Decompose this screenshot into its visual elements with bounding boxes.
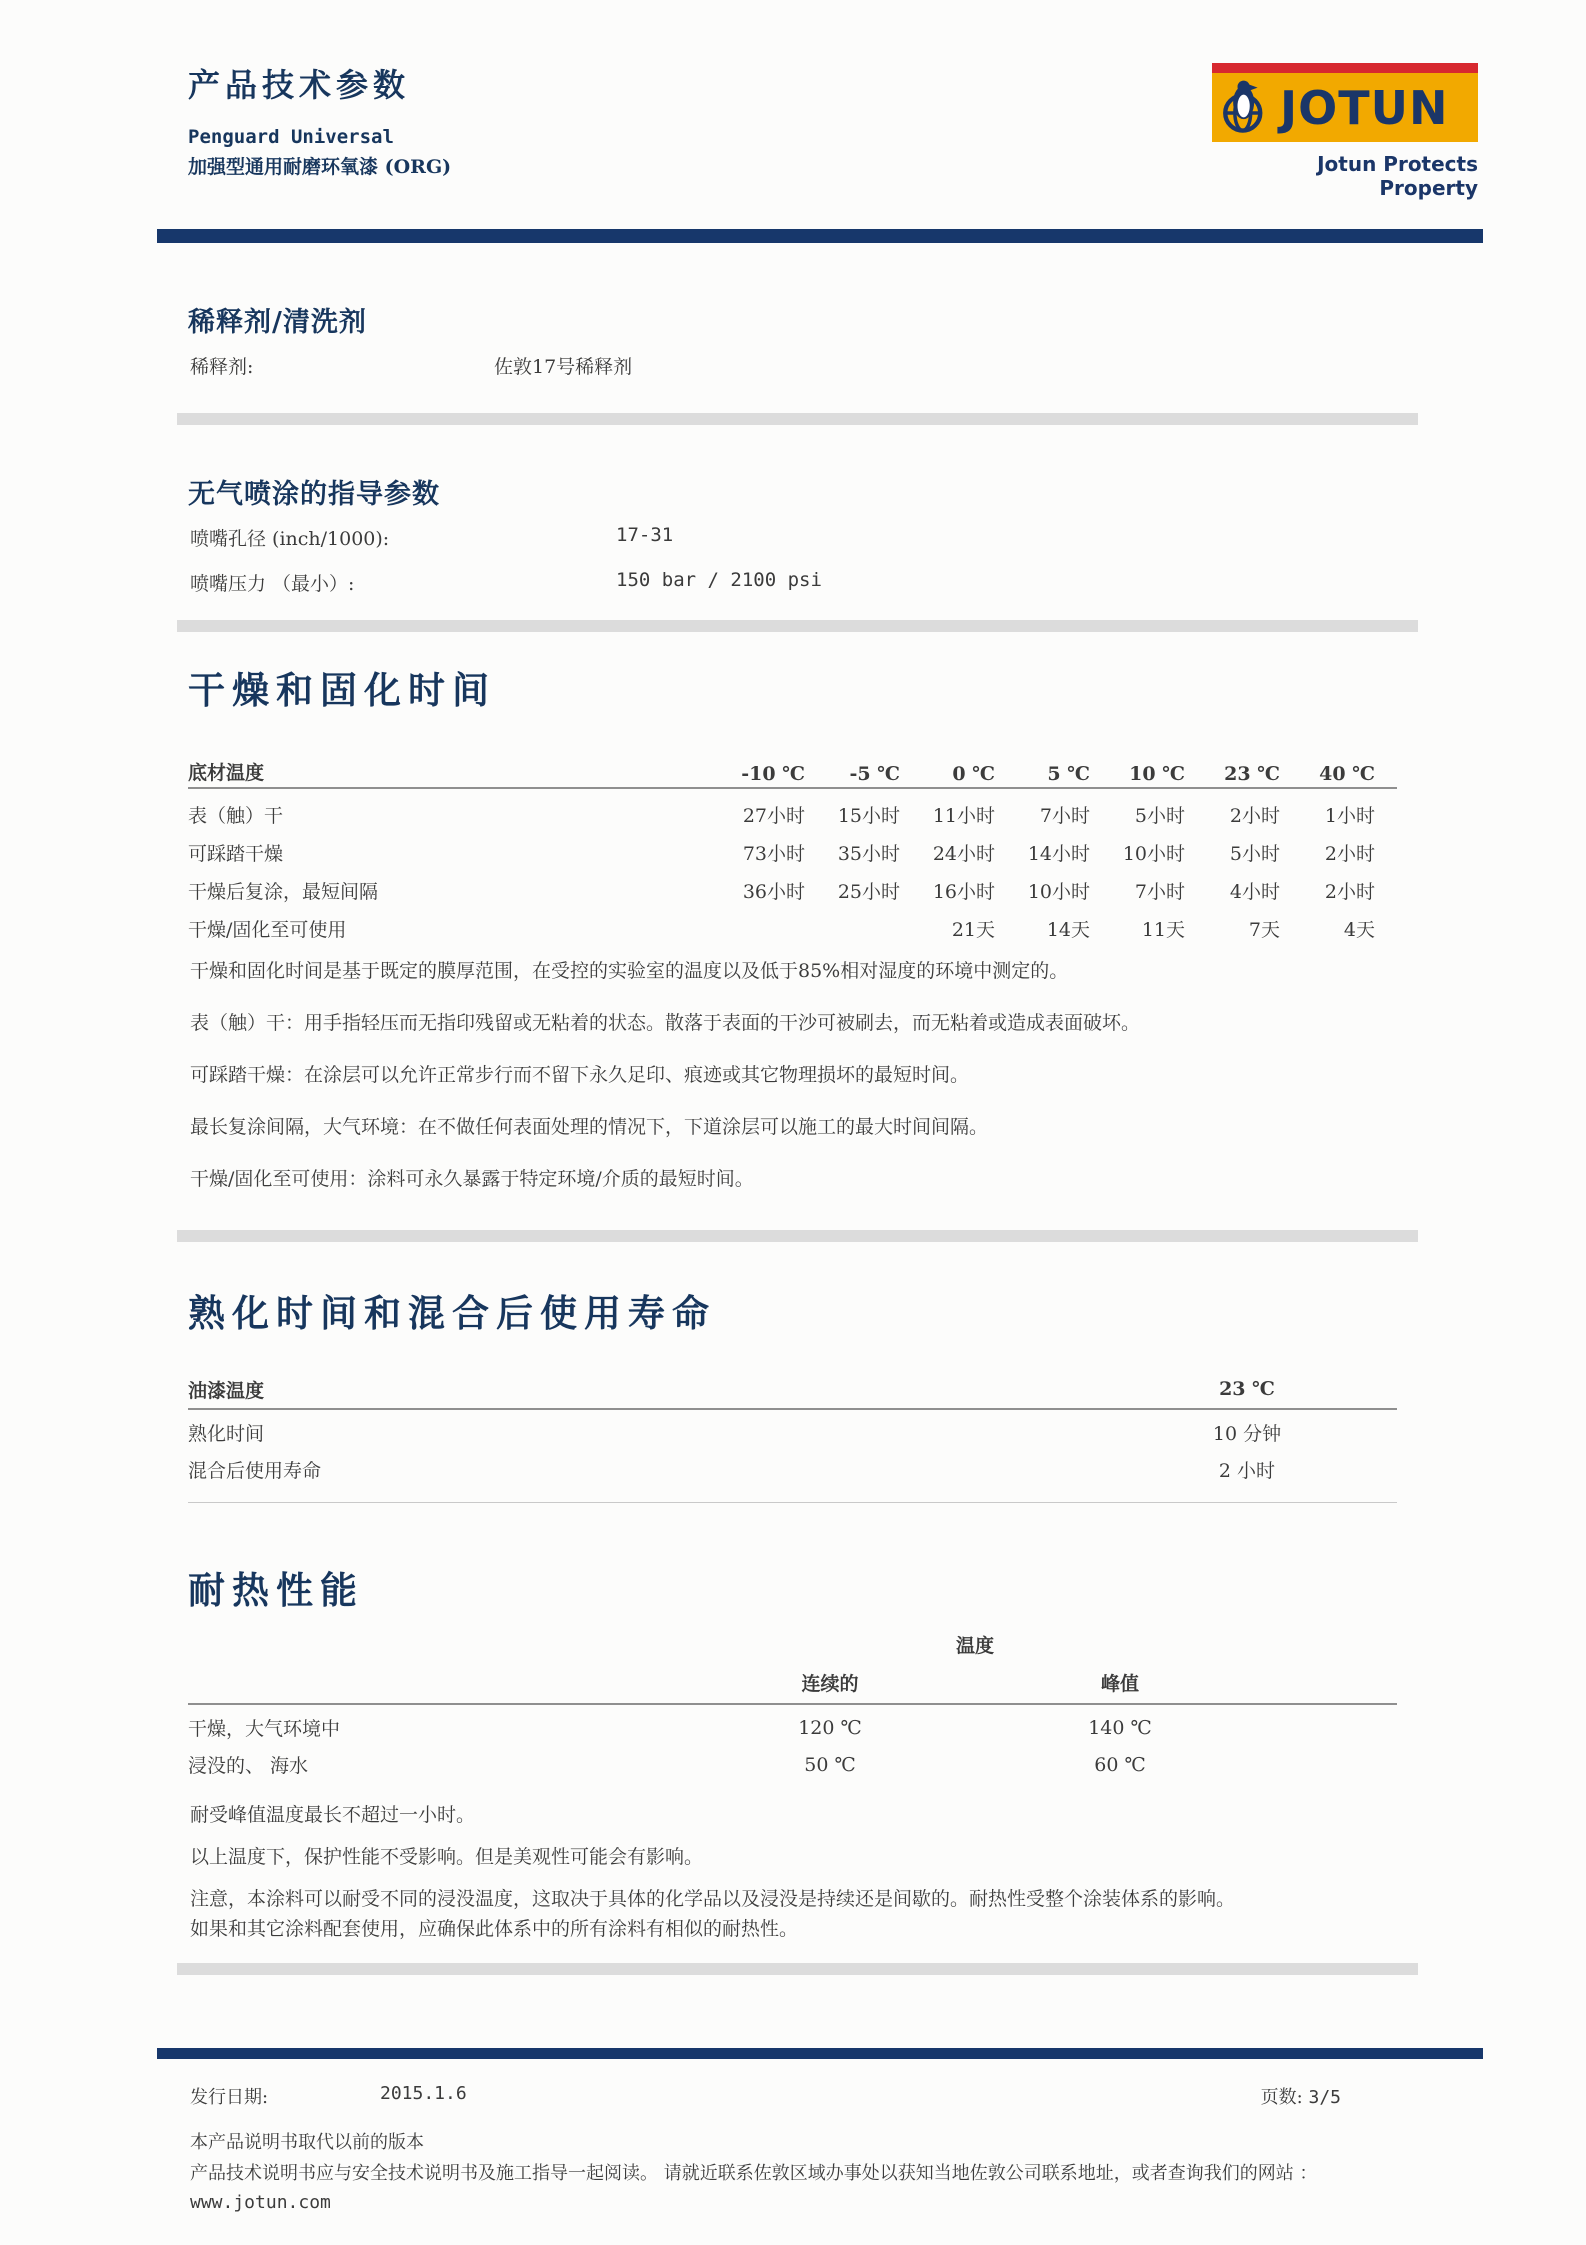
cell: 11小时 <box>932 804 995 827</box>
table-row <box>188 1414 1397 1451</box>
nozzle-pressure-value: 150 bar / 2100 psi <box>616 569 822 591</box>
row-label: 混合后使用寿命 <box>188 1460 322 1482</box>
note-paragraph: 最长复涂间隔，大气环境：在不做任何表面处理的情况下，下道涂层可以施工的最大时间间隔。 <box>190 1116 989 1138</box>
logo-brand-text: JOTUN <box>1280 80 1449 135</box>
thinner-label: 稀释剂: <box>190 356 254 378</box>
cell: 2 小时 <box>1218 1460 1276 1482</box>
section-heading-induction: 熟化时间和混合后使用寿命 <box>188 1291 716 1335</box>
cell: 5小时 <box>1134 804 1185 827</box>
product-name: Penguard Universal <box>188 126 394 148</box>
cell: 7小时 <box>1039 804 1090 827</box>
cell: 36小时 <box>742 880 805 903</box>
section-divider <box>177 413 1418 425</box>
heat-table-group-header <box>188 1625 1397 1663</box>
paint-temp-header: 油漆温度 <box>188 1379 265 1402</box>
nozzle-size-value: 17-31 <box>616 524 674 546</box>
peak-col-header: 峰值 <box>1100 1672 1139 1695</box>
table-rule <box>188 1408 1397 1410</box>
cell: 60 ℃ <box>1094 1753 1146 1776</box>
table-row <box>188 871 1397 909</box>
cell: 2小时 <box>1324 880 1375 903</box>
cell: 140 ℃ <box>1088 1716 1152 1739</box>
section-divider <box>177 620 1418 632</box>
issue-date-value: 2015.1.6 <box>380 2083 467 2104</box>
row-label: 干燥，大气环境中 <box>188 1718 341 1740</box>
temp-col-header: 0 ℃ <box>952 763 995 785</box>
temp-col-header: 10 ℃ <box>1129 763 1185 785</box>
row-label: 浸没的、 海水 <box>188 1755 309 1777</box>
logo-red-stripe <box>1212 63 1478 73</box>
continuous-col-header: 连续的 <box>801 1672 859 1695</box>
table-rule <box>188 1703 1397 1705</box>
issue-date-label: 发行日期: <box>190 2087 269 2108</box>
cell: 24小时 <box>932 842 995 865</box>
cell: 14小时 <box>1027 842 1090 865</box>
cell: 5小时 <box>1229 842 1280 865</box>
cell: 10小时 <box>1027 880 1090 903</box>
section-heading-thinner: 稀释剂/清洗剂 <box>188 307 367 338</box>
footer-website: www.jotun.com <box>190 2192 331 2213</box>
jotun-logo <box>1212 63 1478 200</box>
cell: 1小时 <box>1324 804 1375 827</box>
note-paragraph: 如果和其它涂料配套使用，应确保此体系中的所有涂料有相似的耐热性。 <box>190 1918 799 1940</box>
footer-read-with-note: 产品技术说明书应与安全技术说明书及施工指导一起阅读。 请就近联系佐敦区域办事处以获知当地佐敦公司联系地址，或者查询我们的网站 ： <box>190 2163 1318 2184</box>
cell: 27小时 <box>742 804 805 827</box>
cell: 15小时 <box>837 804 900 827</box>
row-label: 表（触）干 <box>188 804 284 827</box>
cell: 2小时 <box>1324 842 1375 865</box>
cell: 10小时 <box>1122 842 1185 865</box>
temp-col-header: -10 ℃ <box>741 763 805 785</box>
thinner-value: 佐敦17号稀释剂 <box>494 356 633 378</box>
paint-temp-value-header: 23 ℃ <box>1219 1378 1275 1400</box>
note-paragraph: 表（触）干：用手指轻压而无指印残留或无粘着的状态。散落于表面的干沙可被刷去，而无粘着或造成表面破坏。 <box>190 1012 1141 1034</box>
cell: 11天 <box>1141 918 1185 941</box>
nozzle-size-label: 喷嘴孔径 (inch/1000): <box>190 528 390 550</box>
cell: 16小时 <box>932 880 995 903</box>
cell: 2小时 <box>1229 804 1280 827</box>
page-title: 产品技术参数 <box>188 66 411 104</box>
heat-notes <box>190 1800 1470 1944</box>
thinner-row <box>190 352 1399 379</box>
table-row <box>188 795 1397 833</box>
section-heading-heat: 耐热性能 <box>188 1568 364 1612</box>
nozzle-pressure-label: 喷嘴压力 （最小）: <box>190 573 355 595</box>
section-divider <box>177 1230 1418 1242</box>
cell: 25小时 <box>837 880 900 903</box>
cell: 14天 <box>1046 918 1090 941</box>
footer-supersedes-note: 本产品说明书取代以前的版本 <box>190 2132 424 2153</box>
induction-table-header <box>188 1370 1397 1408</box>
induction-table <box>188 1370 1397 1503</box>
penguin-globe-icon <box>1220 78 1276 138</box>
header-rule-bar <box>157 229 1483 243</box>
row-label: 干燥后复涂，最短间隔 <box>188 880 379 903</box>
note-paragraph: 干燥和固化时间是基于既定的膜厚范围，在受控的实验室的温度以及低于85%相对湿度的环境中测定的。 <box>190 960 1069 982</box>
heat-resistance-table <box>188 1625 1397 1783</box>
product-variant: 加强型通用耐磨环氧漆 (ORG) <box>188 156 452 178</box>
note-paragraph: 干燥/固化至可使用：涂料可永久暴露于特定环境/介质的最短时间。 <box>190 1168 754 1190</box>
footer-rule-bar <box>157 2048 1483 2059</box>
logo-tagline: Jotun Protects Property <box>1317 152 1478 200</box>
cell: 7天 <box>1248 918 1280 941</box>
note-paragraph: 可踩踏干燥：在涂层可以允许正常步行而不留下永久足印、痕迹或其它物理损坏的最短时间。 <box>190 1064 970 1086</box>
table-row <box>188 1746 1397 1783</box>
drying-notes <box>190 956 1470 1216</box>
note-paragraph: 以上温度下，保护性能不受影响。但是美观性可能会有影响。 <box>190 1846 704 1868</box>
note-paragraph: 耐受峰值温度最长不超过一小时。 <box>190 1804 476 1826</box>
page-count-value: 3/5 <box>1308 2087 1341 2108</box>
table-row <box>188 1709 1397 1746</box>
drying-table <box>188 745 1397 947</box>
section-heading-airless: 无气喷涂的指导参数 <box>188 479 440 510</box>
page-count-label: 页数: <box>1260 2087 1303 2108</box>
table-row <box>188 833 1397 871</box>
row-label: 熟化时间 <box>188 1423 265 1445</box>
row-label: 可踩踏干燥 <box>188 842 284 865</box>
cell: 120 ℃ <box>798 1716 862 1739</box>
section-heading-drying: 干燥和固化时间 <box>188 668 496 712</box>
temp-col-header: 23 ℃ <box>1224 763 1280 785</box>
cell: 73小时 <box>742 842 805 865</box>
row-label: 干燥/固化至可使用 <box>188 918 347 941</box>
temp-col-header: -5 ℃ <box>849 763 900 785</box>
table-row <box>188 909 1397 947</box>
temp-col-header: 5 ℃ <box>1047 763 1090 785</box>
nozzle-pressure-row <box>190 569 1399 596</box>
nozzle-size-row <box>190 524 1399 551</box>
note-paragraph: 注意，本涂料可以耐受不同的浸没温度，这取决于具体的化学品以及浸没是持续还是间歇的。耐热性受整个涂装体系的影响。 <box>190 1888 1236 1910</box>
cell: 4天 <box>1343 918 1375 941</box>
cell: 10 分钟 <box>1212 1423 1282 1445</box>
cell: 35小时 <box>837 842 900 865</box>
table-rule <box>188 787 1397 789</box>
logo-yellow-field <box>1212 73 1478 142</box>
cell: 50 ℃ <box>804 1753 856 1776</box>
section-divider <box>177 1963 1418 1975</box>
temperature-group-header: 温度 <box>955 1634 994 1657</box>
substrate-temp-header: 底材温度 <box>188 762 265 784</box>
jotun-logo-box <box>1212 63 1478 142</box>
cell: 4小时 <box>1229 880 1280 903</box>
cell: 21天 <box>951 918 995 941</box>
page-count <box>1100 2083 1341 2109</box>
cell: 7小时 <box>1134 880 1185 903</box>
table-row <box>188 1451 1397 1488</box>
heat-table-subheader <box>188 1663 1397 1701</box>
drying-table-header <box>188 745 1397 785</box>
temp-col-header: 40 ℃ <box>1319 763 1375 785</box>
